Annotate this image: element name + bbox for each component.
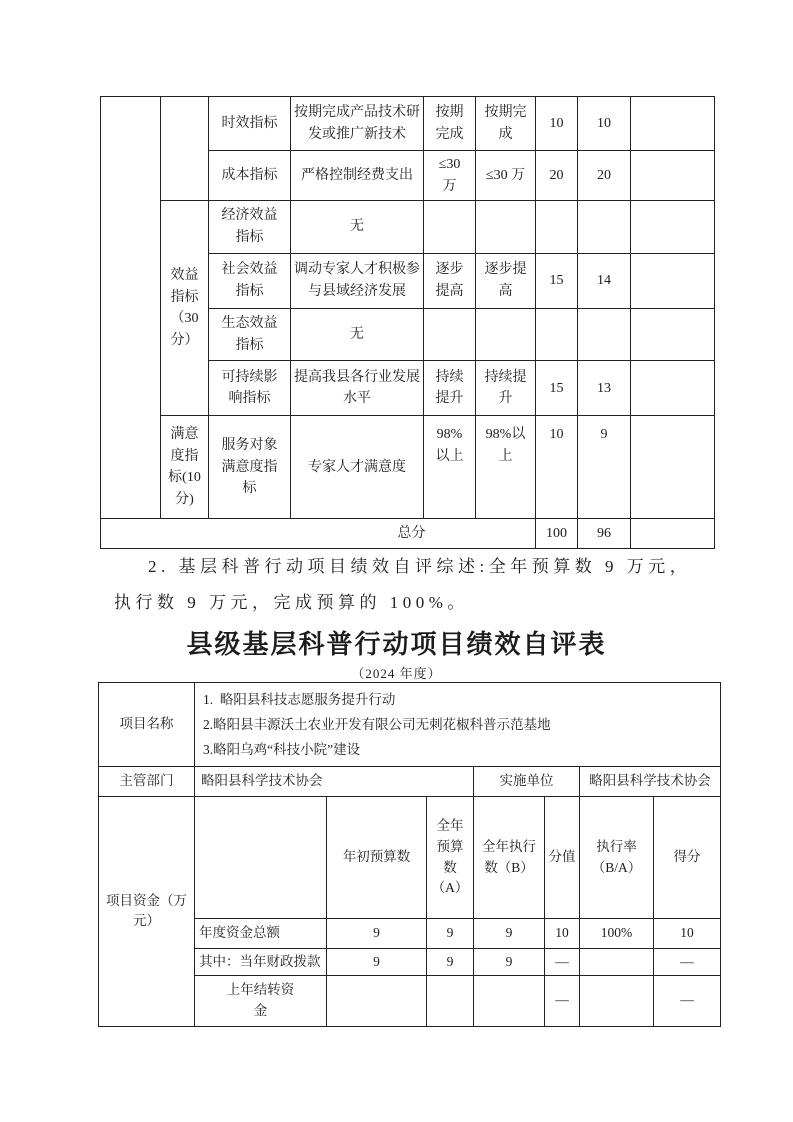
remark-cell: [631, 201, 715, 254]
indicator-desc: 按期完成产品技术研发或推广新技术: [291, 97, 424, 151]
indicator-target: 逐步提高: [424, 254, 476, 309]
header-exec-rate: 执行率（B/A）: [580, 797, 654, 919]
indicator-actual: ≤30 万: [476, 151, 536, 201]
fund-got: —: [654, 949, 721, 976]
project-item: 1. 略阳县科技志愿服务提升行动: [203, 692, 396, 707]
fund-section-label: 项目资金（万元）: [99, 797, 195, 1027]
fund-score: —: [545, 976, 580, 1027]
project-name-label: 项目名称: [99, 683, 195, 767]
fund-header-row: [99, 797, 721, 919]
indicator-desc: 严格控制经费支出: [291, 151, 424, 201]
indicator-actual: 98%以上: [476, 416, 536, 519]
fund-rate: 100%: [580, 919, 654, 949]
fund-rate: [580, 949, 654, 976]
indicator-desc: 调动专家人才积极参与县域经济发展: [291, 254, 424, 309]
group-spacer-cell: [161, 97, 209, 201]
indicator-target: [424, 309, 476, 361]
score-value: 15: [536, 361, 578, 416]
header-annual-budget: 全年预算数（A）: [427, 797, 474, 919]
indicator-actual: [476, 309, 536, 361]
group-satisfaction-label: 满意度指标(10分): [161, 416, 209, 519]
summary-line: 2. 基层科普行动项目绩效自评综述:全年预算数 9 万元，: [148, 557, 692, 576]
fund-row-label: 其中：当年财政拨款: [195, 949, 327, 976]
dept-value: 略阳县科学技术协会: [195, 767, 474, 797]
indicator-target: [424, 201, 476, 254]
fund-annual: [427, 976, 474, 1027]
remark-cell: [631, 254, 715, 309]
header-score: 分值: [545, 797, 580, 919]
fund-exec: [474, 976, 545, 1027]
page-subtitle: （2024 年度）: [351, 666, 442, 681]
fund-annual: 9: [427, 949, 474, 976]
indicator-desc: 无: [291, 201, 424, 254]
fund-score: —: [545, 949, 580, 976]
score-value: 10: [536, 97, 578, 151]
indicator-desc: 专家人才满意度: [291, 416, 424, 519]
score-got: 20: [578, 151, 631, 201]
score-value: 20: [536, 151, 578, 201]
score-got: [578, 201, 631, 254]
table-row: [101, 416, 715, 519]
remark-cell: [631, 361, 715, 416]
indicator-target: 按期完成: [424, 97, 476, 151]
indicator-name: 生态效益指标: [209, 309, 291, 361]
dept-label: 主管部门: [99, 767, 195, 797]
indicator-name: 可持续影响指标: [209, 361, 291, 416]
fund-got: 10: [654, 919, 721, 949]
score-value: [536, 309, 578, 361]
left-spacer-cell: [101, 97, 161, 519]
score-got: 9: [578, 416, 631, 519]
score-value: [536, 201, 578, 254]
fund-initial: 9: [327, 949, 427, 976]
total-got: 96: [578, 519, 631, 549]
indicator-actual: [476, 201, 536, 254]
indicator-name: 经济效益指标: [209, 201, 291, 254]
department-row: [99, 767, 721, 797]
project-item: 2.略阳县丰源沃土农业开发有限公司无刺花椒科普示范基地: [203, 717, 551, 732]
fund-exec: 9: [474, 919, 545, 949]
indicator-name: 服务对象满意度指标: [209, 416, 291, 519]
remark-cell: [631, 97, 715, 151]
total-row: [101, 519, 715, 549]
table-row: [101, 201, 715, 254]
indicator-target: 98%以上: [424, 416, 476, 519]
impl-value: 略阳县科学技术协会: [580, 767, 721, 797]
remark-cell: [631, 151, 715, 201]
indicator-name: 成本指标: [209, 151, 291, 201]
group-benefit-label: 效益指标（30分）: [161, 201, 209, 416]
performance-indicator-table: [100, 96, 715, 549]
impl-label: 实施单位: [474, 767, 580, 797]
score-got: [578, 309, 631, 361]
score-got: 14: [578, 254, 631, 309]
fund-annual: 9: [427, 919, 474, 949]
summary-line: 执行数 9 万元，完成预算的 100%。: [114, 593, 469, 612]
fund-initial: 9: [327, 919, 427, 949]
header-annual-exec: 全年执行数（B）: [474, 797, 545, 919]
project-name-content: [195, 683, 721, 767]
total-score: 100: [536, 519, 578, 549]
page-title: 县级基层科普行动项目绩效自评表: [186, 630, 607, 659]
fund-score: 10: [545, 919, 580, 949]
remark-cell: [631, 519, 715, 549]
county-evaluation-table: [98, 682, 721, 1027]
header-initial-budget: 年初预算数: [327, 797, 427, 919]
score-got: 10: [578, 97, 631, 151]
indicator-name: 社会效益指标: [209, 254, 291, 309]
indicator-target: ≤30 万: [424, 151, 476, 201]
indicator-actual: 持续提升: [476, 361, 536, 416]
header-got: 得分: [654, 797, 721, 919]
fund-got: —: [654, 976, 721, 1027]
self-evaluation-summary: [114, 549, 754, 621]
remark-cell: [631, 416, 715, 519]
fund-row-label: 上年结转资金: [195, 976, 327, 1027]
project-name-row: [99, 683, 721, 767]
indicator-desc: 提高我县各行业发展水平: [291, 361, 424, 416]
indicator-name: 时效指标: [209, 97, 291, 151]
fund-exec: 9: [474, 949, 545, 976]
score-got: 13: [578, 361, 631, 416]
table-row: [101, 97, 715, 151]
score-value: 15: [536, 254, 578, 309]
indicator-target: 持续提升: [424, 361, 476, 416]
fund-rate: [580, 976, 654, 1027]
total-label: 总分: [101, 519, 536, 549]
score-value: 10: [536, 416, 578, 519]
fund-row-label: 年度资金总额: [195, 919, 327, 949]
indicator-desc: 无: [291, 309, 424, 361]
fund-initial: [327, 976, 427, 1027]
empty-header-cell: [195, 797, 327, 919]
project-item: 3.略阳乌鸡“科技小院”建设: [203, 742, 361, 757]
indicator-actual: 按期完成: [476, 97, 536, 151]
remark-cell: [631, 309, 715, 361]
indicator-actual: 逐步提高: [476, 254, 536, 309]
